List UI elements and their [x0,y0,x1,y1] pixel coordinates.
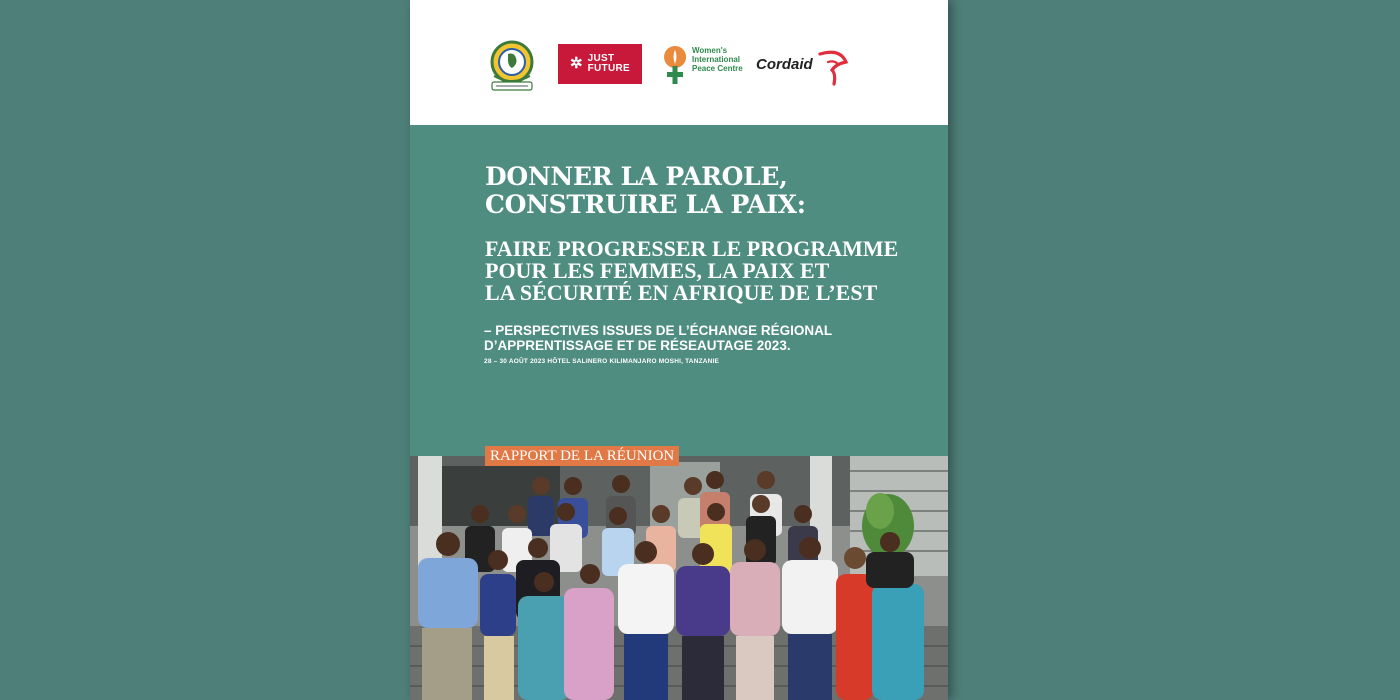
wipc-line-3: Peace Centre [692,64,743,73]
report-perspectives: – PERSPECTIVES ISSUES DE L’ÉCHANGE RÉGIONAL D’APPRENTISSAGE ET DE RÉSEAUTAGE 2023. [484,323,833,353]
just-future-line-1: JUST [587,53,615,64]
report-title: DONNER LA PAROLE, CONSTRUIRE LA PAIX: [485,162,806,219]
wipc-line-1: Women's [692,46,728,55]
cover-text-layer [410,0,948,700]
report-subtitle: FAIRE PROGRESSER LE PROGRAMME POUR LES FEMMES, LA PAIX ET LA SÉCURITÉ EN AFRIQUE DE L’EST [485,236,899,305]
group-photo [410,456,948,700]
event-dateline: 28 – 30 AOÛT 2023 HÔTEL SALINERO KILIMANJARO MOSHI, TANZANIE [484,358,720,365]
cordaid-wordmark: Cordaid [756,56,813,73]
report-type-label: RAPPORT DE LA RÉUNION [485,446,679,466]
wipc-line-2: International [692,55,741,64]
asterisk-icon: ✲ [570,55,583,72]
just-future-line-2: FUTURE [587,63,630,74]
